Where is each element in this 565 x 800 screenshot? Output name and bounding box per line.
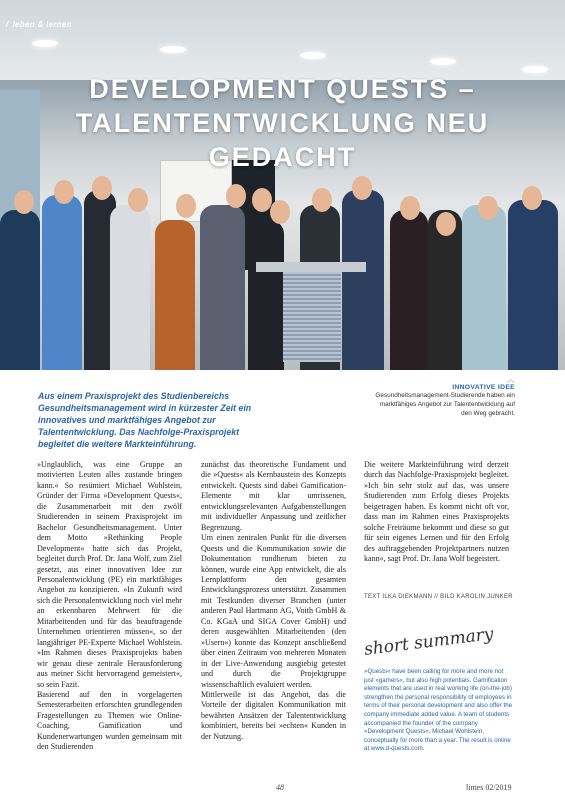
title-line-2: TALENTENTWICKLUNG NEU GEDACHT [75,108,490,172]
ceiling-light [160,46,186,53]
title-line-1: DEVELOPMENT QUESTS – [89,74,476,104]
person-head [352,176,372,200]
sidebar-text: Gesundheitsmanagement-Studierende haben ein marktfähiges Angebot zur Talententwicklung auf den Weg gebracht. [375,392,515,417]
article-column-1 [37,460,182,753]
table [256,262,366,272]
author-credit: TEXT ILKA DIEKMANN // BILD KAROLIN JUNKER [364,594,513,600]
person-head [14,190,34,214]
group-photo [0,0,565,370]
person [110,205,150,370]
intro-text: Aus einem Praxisprojekt des Studienbereichs Gesundheitsmanagement wird in kürzester Zeit ein innovatives und marktfähiges Angebot zur Talententwicklung. Das Nachfolge-Praxisprojekt begleitet die weitere Markteinführung. [38,391,252,449]
ceiling-light [300,52,326,59]
person-head [128,188,148,212]
short-summary-text: »Quests« have been calling for more and more not just »gamers«, but also high potentials. Gamification elements that are used in real working life (on-the-job) strengthen the personal responsibility of employees in terms of their personal development and also offer the company immediate added value. A team of students accompanied the founder of the company »Development Quests«, Michael Wohlstein, conceptually for more than a year. The result is online at www.d-quests.com. [364,668,513,753]
lectern [283,272,341,362]
article-title [0,72,565,174]
sidebar-box [375,376,515,418]
article-column-3 [364,460,509,565]
sidebar-label: INNOVATIVE IDEE [452,384,515,391]
person [0,210,40,370]
article-column-2 [201,460,346,742]
page-number: 48 [276,783,284,792]
paragraph: Die weitere Markteinführung wird derzeit durch das Nachfolge-Praxisprojekt begleitet. »Ich bin sehr stolz auf das, was unsere Studierenden zum Erfolg dieses Projekts beigetragen haben. Es kommt nicht oft vor, dass man im Rahmen eines Praxisprojekts solche Freiräume bekommt und diese so gut für sein eigenes Lernen und für den Erfolg des auftraggebenden Projektpartners nutzen kann«, sagt Prof. Dr. Jana Wolf begeistert. [364,460,509,564]
person [248,220,284,370]
person-head [436,212,456,236]
person [155,220,195,370]
person [200,205,245,370]
person [342,190,384,370]
ceiling [0,0,565,80]
person-head [270,200,290,224]
magazine-issue: limes 02/2019 [466,783,512,792]
section-kicker: / leben & lernen [6,20,72,29]
short-summary-title: short summary [363,624,495,660]
section-kicker-label: leben & lernen [12,20,72,29]
person-head [400,196,420,220]
paragraph: Mittlerweile ist das Angebot, das die Vorteile der digitalen Kommunikation mit bewährten Ansätzen der Talententwicklung kombiniert, bereits bei »echten« Kunden in der Nutzung. [201,689,346,741]
ceiling-light [430,58,456,65]
paragraph: Basierend auf den in vorgelagerten Semesterarbeiten erforschten grundlegenden Fragestellungen zu Themen wie Online-Coaching, Gamification und Kundenerwartungen wurden gemeinsam mit den Studierenden [37,689,182,752]
person-head [54,180,74,204]
person [42,195,82,370]
paragraph: »Unglaublich, was eine Gruppe an motivierten Leuten alles zustande bringen kann.« So resümiert Michael Wohlstein, Gründer der Firma »Development Quests«, die Zusammenarbeit mit den zwölf Studierenden in seinem Praxisprojekt im Bachelor Gesundheitsmanagement. Unter dem Motto »Rethinking People Development« hatte sich das Projekt, begleitet durch Prof. Dr. Jana Wolf, zum Ziel gesetzt, aus einer innovativen Idee zur Personalentwicklung (PE) ein marktfähiges Angebot zu konzipieren. »In Zukunft wird sich die Personalentwicklung noch viel mehr an erkennbaren Mehrwert für die Mitarbeitenden und für das beauftragende Unternehmen orientieren müssen«, so der langjähriger PE-Experte Michael Wohlstein. »Im Rahmen dieses Praxisprojekts haben wir genau diese zentrale Herausforderung aus meiner Sicht hervorragend gemeistert«, so sein Fazit. [37,460,182,689]
person [462,205,506,370]
person-head [176,194,196,218]
person [390,210,428,370]
person-head [522,186,542,210]
person-head [92,176,112,200]
ceiling-light [32,40,58,47]
person-head [252,188,272,212]
person-head [226,184,246,208]
person-head [312,188,332,212]
person-head [478,196,498,220]
chevron-up-icon: ︿ [507,375,515,384]
person [508,200,558,370]
paragraph: zunächst das theoretische Fundament und die »Quests« als Kernbaustein des Konzepts entwickelt. Quests sind dabei Gamification-Elemente mit klar umrissenen, entwicklungsrelevanten Aufgabenstellungen mit individueller Anpassung und zeitlicher Begrenzung. [201,460,346,532]
paragraph: Um einen zentralen Punkt für die diversen Quests und die Kommunikation sowie die Dokumentation rundherum bieten zu können, wurde eine App entwickelt, die als Lernplattform den gesamten Entwicklungsprozess unterstützt. Zusammen mit Testkunden diverser Branchen (unter anderen Paul Hartmann AG, Voith GmbH & Co. KGaA und SIGA Cover GmbH) und deren ausgewählten Mitarbeitenden (den »Usern«) konnte das Konzept anschließend über einen Zeitraum von mehreren Monaten in der Live-Anwendung ausgiebig getestet und durch die Projektgruppe wissenschaftlich evaluiert werden. [201,533,346,689]
